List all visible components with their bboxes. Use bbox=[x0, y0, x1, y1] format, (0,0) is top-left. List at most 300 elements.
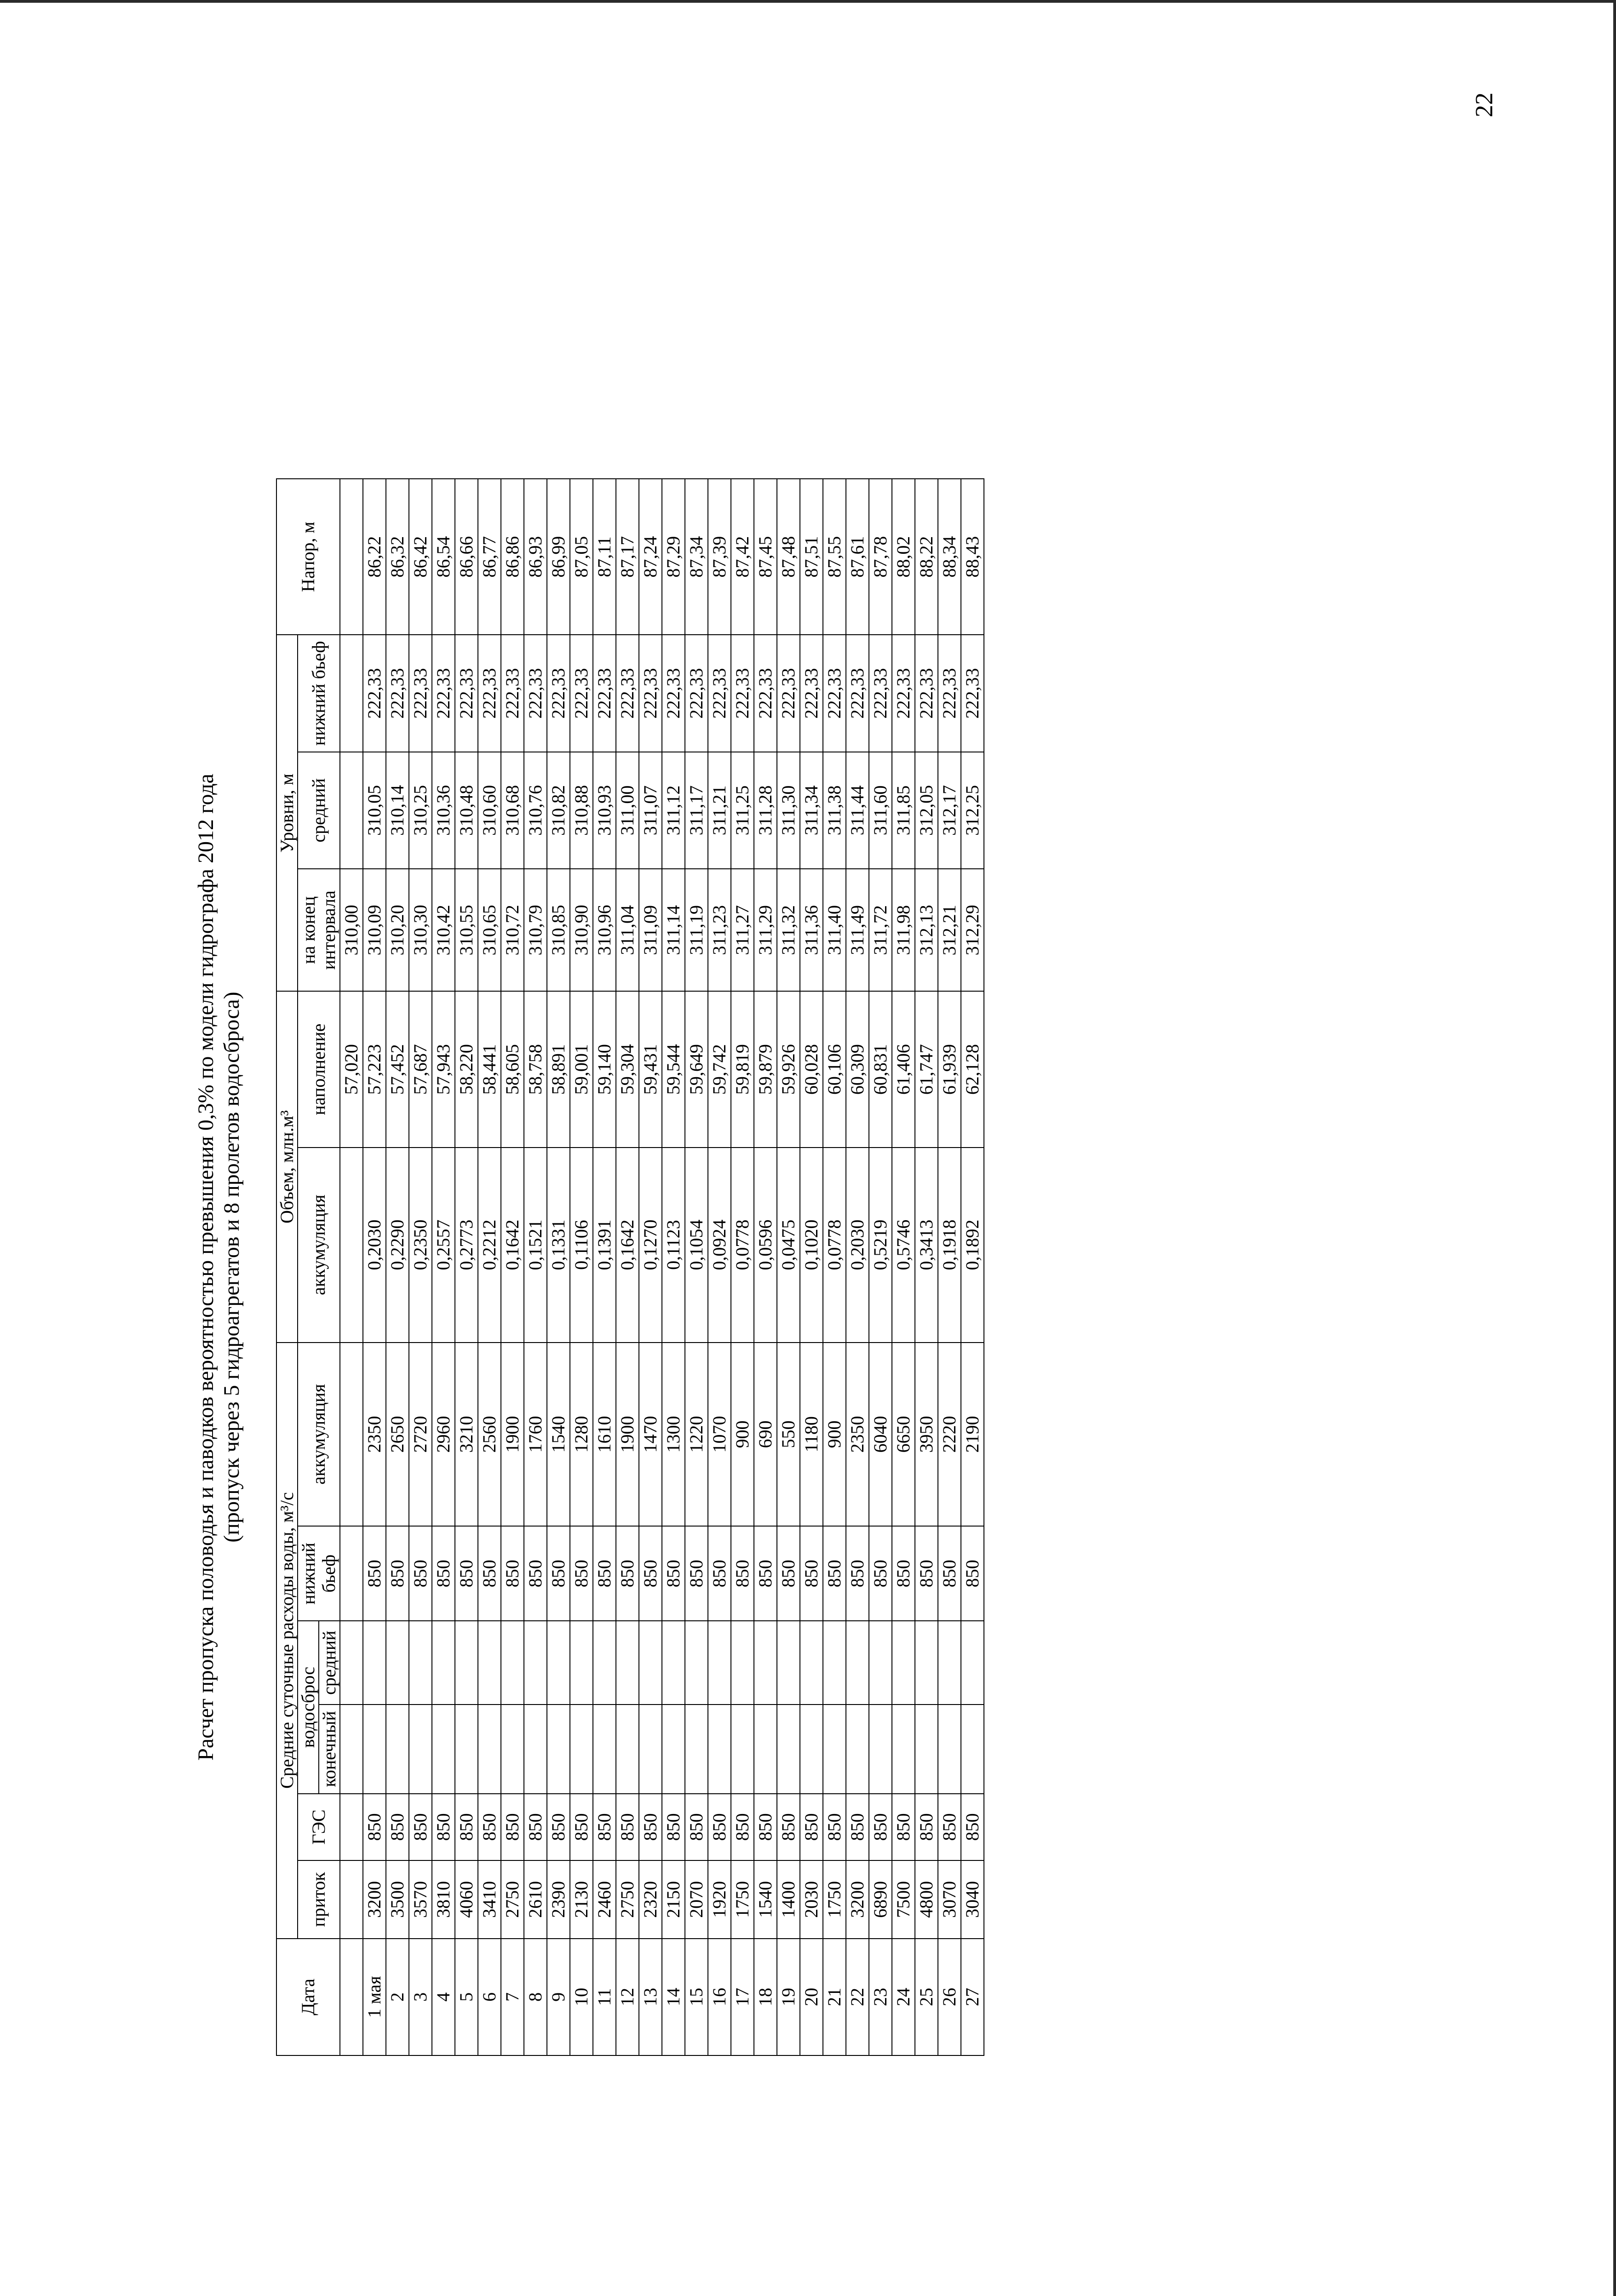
cell-sf-empty bbox=[570, 1705, 593, 1794]
cell-hpp: 850 bbox=[547, 1794, 570, 1860]
cell-inflow: 4060 bbox=[455, 1860, 478, 1939]
cell-date: 2 bbox=[386, 1939, 409, 2055]
cell-sf-empty bbox=[409, 1705, 432, 1794]
table-row bbox=[961, 479, 984, 2055]
cell-sa-empty bbox=[547, 1621, 570, 1705]
cell-tail: 850 bbox=[547, 1526, 570, 1621]
cell-hpp: 850 bbox=[409, 1794, 432, 1860]
cell-ltail: 222,33 bbox=[800, 635, 823, 752]
header-spill-final: конечный bbox=[319, 1705, 340, 1794]
cell-lavg: 310,76 bbox=[524, 752, 547, 869]
cell-acc: 690 bbox=[754, 1343, 777, 1527]
cell-hpp: 850 bbox=[616, 1794, 639, 1860]
cell-fill: 57,452 bbox=[386, 991, 409, 1147]
cell-sf-empty bbox=[800, 1705, 823, 1794]
cell-sa-empty bbox=[639, 1621, 662, 1705]
cell-sa-empty bbox=[961, 1621, 984, 1705]
cell-acc: 1900 bbox=[616, 1343, 639, 1527]
cell-inflow: 2130 bbox=[570, 1860, 593, 1939]
cell-tail: 850 bbox=[639, 1526, 662, 1621]
cell-inflow: 3810 bbox=[432, 1860, 455, 1939]
cell-sa-empty bbox=[524, 1621, 547, 1705]
table-row bbox=[409, 479, 432, 2055]
cell-date: 18 bbox=[754, 1939, 777, 2055]
header-level-end: на конец интервала bbox=[298, 869, 340, 991]
table-row bbox=[823, 479, 846, 2055]
cell-lend: 311,23 bbox=[708, 869, 731, 991]
cell-fill: 59,879 bbox=[754, 991, 777, 1147]
cell-head: 87,42 bbox=[731, 479, 754, 635]
cell-head: 86,99 bbox=[547, 479, 570, 635]
cell-inflow: 2150 bbox=[662, 1860, 685, 1939]
cell-tail: 850 bbox=[731, 1526, 754, 1621]
cell-lavg: 311,12 bbox=[662, 752, 685, 869]
table-row bbox=[938, 479, 961, 2055]
cell-hpp: 850 bbox=[593, 1794, 616, 1860]
initial-row bbox=[340, 479, 363, 2055]
cell-tail: 850 bbox=[754, 1526, 777, 1621]
cell-vacc: 0,2350 bbox=[409, 1148, 432, 1343]
cell-acc: 550 bbox=[777, 1343, 800, 1527]
cell-head: 87,29 bbox=[662, 479, 685, 635]
cell-fill: 59,140 bbox=[593, 991, 616, 1147]
cell-date: 9 bbox=[547, 1939, 570, 2055]
cell-lavg: 312,17 bbox=[938, 752, 961, 869]
cell-sf-empty bbox=[892, 1705, 915, 1794]
cell-hpp: 850 bbox=[915, 1794, 938, 1860]
cell-inflow: 1920 bbox=[708, 1860, 731, 1939]
cell-fill: 59,431 bbox=[639, 991, 662, 1147]
cell-tail: 850 bbox=[662, 1526, 685, 1621]
cell-hpp: 850 bbox=[478, 1794, 501, 1860]
cell-inflow: 3570 bbox=[409, 1860, 432, 1939]
cell-tail: 850 bbox=[593, 1526, 616, 1621]
cell-ltail: 222,33 bbox=[593, 635, 616, 752]
cell-date: 15 bbox=[685, 1939, 708, 2055]
cell-date: 10 bbox=[570, 1939, 593, 2055]
cell-date: 16 bbox=[708, 1939, 731, 2055]
cell-vacc: 0,1020 bbox=[800, 1148, 823, 1343]
cell-acc: 2560 bbox=[478, 1343, 501, 1527]
cell-head: 86,42 bbox=[409, 479, 432, 635]
cell-head: 87,05 bbox=[570, 479, 593, 635]
cell-sa-empty bbox=[823, 1621, 846, 1705]
table-row bbox=[432, 479, 455, 2055]
cell-hpp: 850 bbox=[386, 1794, 409, 1860]
cell-lend: 312,21 bbox=[938, 869, 961, 991]
table-row bbox=[800, 479, 823, 2055]
cell-hpp: 850 bbox=[869, 1794, 892, 1860]
cell-tail: 850 bbox=[616, 1526, 639, 1621]
table-row bbox=[754, 479, 777, 2055]
cell-acc: 1220 bbox=[685, 1343, 708, 1527]
cell-sf-empty bbox=[731, 1705, 754, 1794]
cell-tail: 850 bbox=[409, 1526, 432, 1621]
cell-inflow: 3500 bbox=[386, 1860, 409, 1939]
cell-date: 22 bbox=[846, 1939, 869, 2055]
cell-vacc: 0,5219 bbox=[869, 1148, 892, 1343]
cell-acc: 1610 bbox=[593, 1343, 616, 1527]
cell-hpp: 850 bbox=[777, 1794, 800, 1860]
cell-vacc: 0,1918 bbox=[938, 1148, 961, 1343]
cell-inflow: 3410 bbox=[478, 1860, 501, 1939]
table-row bbox=[501, 479, 524, 2055]
table-row bbox=[731, 479, 754, 2055]
cell-ltail: 222,33 bbox=[892, 635, 915, 752]
cell-lavg: 310,48 bbox=[455, 752, 478, 869]
header-level-avg: средний bbox=[298, 752, 340, 869]
cell-vacc: 0,1642 bbox=[616, 1148, 639, 1343]
cell-vacc: 0,0924 bbox=[708, 1148, 731, 1343]
cell-vacc: 0,2290 bbox=[386, 1148, 409, 1343]
cell-fill: 62,128 bbox=[961, 991, 984, 1147]
cell-hpp: 850 bbox=[639, 1794, 662, 1860]
cell-sa-empty bbox=[869, 1621, 892, 1705]
cell-acc: 1540 bbox=[547, 1343, 570, 1527]
cell-lend: 311,14 bbox=[662, 869, 685, 991]
cell-lend: 312,29 bbox=[961, 869, 984, 991]
cell-vacc: 0,1123 bbox=[662, 1148, 685, 1343]
cell-acc: 3950 bbox=[915, 1343, 938, 1527]
cell-tail: 850 bbox=[961, 1526, 984, 1621]
cell-inflow: 2030 bbox=[800, 1860, 823, 1939]
cell-fill: 61,406 bbox=[892, 991, 915, 1147]
cell-lend: 311,36 bbox=[800, 869, 823, 991]
cell-vacc: 0,3413 bbox=[915, 1148, 938, 1343]
cell-ltail: 222,33 bbox=[616, 635, 639, 752]
cell-head: 86,22 bbox=[363, 479, 386, 635]
cell-head: 86,66 bbox=[455, 479, 478, 635]
cell-sa-empty bbox=[915, 1621, 938, 1705]
cell-head: 87,45 bbox=[754, 479, 777, 635]
cell-sf-empty bbox=[547, 1705, 570, 1794]
cell-ltail: 222,33 bbox=[823, 635, 846, 752]
cell-vacc: 0,1892 bbox=[961, 1148, 984, 1343]
cell-sf-empty bbox=[869, 1705, 892, 1794]
cell-date: 12 bbox=[616, 1939, 639, 2055]
initial-filling: 57,020 bbox=[340, 991, 363, 1147]
cell-lend: 311,98 bbox=[892, 869, 915, 991]
cell-hpp: 850 bbox=[938, 1794, 961, 1860]
cell-inflow: 1540 bbox=[754, 1860, 777, 1939]
cell-sf-empty bbox=[639, 1705, 662, 1794]
cell-lend: 310,30 bbox=[409, 869, 432, 991]
cell-date: 7 bbox=[501, 1939, 524, 2055]
cell-vacc: 0,2030 bbox=[846, 1148, 869, 1343]
cell-vacc: 0,1521 bbox=[524, 1148, 547, 1343]
cell-acc: 2220 bbox=[938, 1343, 961, 1527]
cell-head: 88,02 bbox=[892, 479, 915, 635]
cell-lend: 310,85 bbox=[547, 869, 570, 991]
header-head: Напор, м bbox=[276, 479, 340, 635]
cell-sf-empty bbox=[662, 1705, 685, 1794]
cell-lend: 311,29 bbox=[754, 869, 777, 991]
cell-ltail: 222,33 bbox=[409, 635, 432, 752]
cell-sf-empty bbox=[754, 1705, 777, 1794]
scan-edge-top bbox=[0, 0, 1616, 3]
cell-acc: 1300 bbox=[662, 1343, 685, 1527]
cell-ltail: 222,33 bbox=[478, 635, 501, 752]
header-inflow: приток bbox=[298, 1860, 340, 1939]
header-accumulation-volume: аккумуляция bbox=[298, 1148, 340, 1343]
cell-date: 4 bbox=[432, 1939, 455, 2055]
table-row bbox=[547, 479, 570, 2055]
cell-ltail: 222,33 bbox=[547, 635, 570, 752]
cell-lend: 311,32 bbox=[777, 869, 800, 991]
cell-hpp: 850 bbox=[754, 1794, 777, 1860]
cell-head: 86,86 bbox=[501, 479, 524, 635]
table-row bbox=[685, 479, 708, 2055]
table-row bbox=[846, 479, 869, 2055]
header-volume-group: Объем, млн.м³ bbox=[276, 991, 298, 1342]
cell-ltail: 222,33 bbox=[846, 635, 869, 752]
cell-lavg: 310,88 bbox=[570, 752, 593, 869]
cell-acc: 2650 bbox=[386, 1343, 409, 1527]
cell-acc: 2350 bbox=[846, 1343, 869, 1527]
cell-head: 87,51 bbox=[800, 479, 823, 635]
cell-sf-empty bbox=[524, 1705, 547, 1794]
cell-hpp: 850 bbox=[524, 1794, 547, 1860]
cell-head: 87,61 bbox=[846, 479, 869, 635]
cell-date: 1 мая bbox=[363, 1939, 386, 2055]
cell-acc: 6650 bbox=[892, 1343, 915, 1527]
cell-lavg: 311,85 bbox=[892, 752, 915, 869]
table-row bbox=[524, 479, 547, 2055]
cell-hpp: 850 bbox=[823, 1794, 846, 1860]
cell-fill: 58,891 bbox=[547, 991, 570, 1147]
cell-fill: 58,441 bbox=[478, 991, 501, 1147]
cell-ltail: 222,33 bbox=[639, 635, 662, 752]
cell-lavg: 310,36 bbox=[432, 752, 455, 869]
table-row bbox=[478, 479, 501, 2055]
cell-head: 87,34 bbox=[685, 479, 708, 635]
cell-head: 87,39 bbox=[708, 479, 731, 635]
cell-lavg: 311,00 bbox=[616, 752, 639, 869]
cell-head: 88,34 bbox=[938, 479, 961, 635]
cell-ltail: 222,33 bbox=[685, 635, 708, 752]
cell-hpp: 850 bbox=[800, 1794, 823, 1860]
cell-head: 88,43 bbox=[961, 479, 984, 635]
table-row bbox=[570, 479, 593, 2055]
cell-date: 24 bbox=[892, 1939, 915, 2055]
header-tailwater-flow: нижний бьеф bbox=[298, 1526, 340, 1621]
cell-head: 87,17 bbox=[616, 479, 639, 635]
cell-lend: 310,09 bbox=[363, 869, 386, 991]
initial-level-end: 310,00 bbox=[340, 869, 363, 991]
table-row bbox=[639, 479, 662, 2055]
cell-sf-empty bbox=[593, 1705, 616, 1794]
cell-ltail: 222,33 bbox=[524, 635, 547, 752]
cell-sf-empty bbox=[432, 1705, 455, 1794]
cell-fill: 59,819 bbox=[731, 991, 754, 1147]
table-row bbox=[455, 479, 478, 2055]
cell-fill: 59,649 bbox=[685, 991, 708, 1147]
cell-fill: 60,831 bbox=[869, 991, 892, 1147]
cell-lavg: 310,05 bbox=[363, 752, 386, 869]
title-block bbox=[193, 478, 245, 2056]
header-accumulation-flow: аккумуляция bbox=[298, 1343, 340, 1527]
cell-sf-empty bbox=[823, 1705, 846, 1794]
cell-ltail: 222,33 bbox=[662, 635, 685, 752]
cell-sa-empty bbox=[708, 1621, 731, 1705]
cell-lavg: 311,21 bbox=[708, 752, 731, 869]
cell-fill: 61,939 bbox=[938, 991, 961, 1147]
cell-lend: 311,40 bbox=[823, 869, 846, 991]
cell-hpp: 850 bbox=[455, 1794, 478, 1860]
cell-fill: 57,687 bbox=[409, 991, 432, 1147]
cell-lend: 311,09 bbox=[639, 869, 662, 991]
cell-vacc: 0,2212 bbox=[478, 1148, 501, 1343]
cell-acc: 1760 bbox=[524, 1343, 547, 1527]
table-row bbox=[616, 479, 639, 2055]
cell-inflow: 7500 bbox=[892, 1860, 915, 1939]
cell-tail: 850 bbox=[570, 1526, 593, 1621]
cell-tail: 850 bbox=[455, 1526, 478, 1621]
cell-ltail: 222,33 bbox=[731, 635, 754, 752]
cell-date: 8 bbox=[524, 1939, 547, 2055]
cell-sa-empty bbox=[892, 1621, 915, 1705]
cell-ltail: 222,33 bbox=[501, 635, 524, 752]
cell-fill: 58,605 bbox=[501, 991, 524, 1147]
flood-routing-table bbox=[276, 478, 984, 2056]
cell-tail: 850 bbox=[846, 1526, 869, 1621]
cell-vacc: 0,2030 bbox=[363, 1148, 386, 1343]
cell-date: 23 bbox=[869, 1939, 892, 2055]
cell-sf-empty bbox=[363, 1705, 386, 1794]
cell-sf-empty bbox=[616, 1705, 639, 1794]
header-flows-group: Средние суточные расходы воды, м³/с bbox=[276, 1343, 298, 1939]
cell-fill: 59,926 bbox=[777, 991, 800, 1147]
table-row bbox=[593, 479, 616, 2055]
cell-date: 11 bbox=[593, 1939, 616, 2055]
cell-tail: 850 bbox=[478, 1526, 501, 1621]
cell-lavg: 310,25 bbox=[409, 752, 432, 869]
cell-fill: 59,001 bbox=[570, 991, 593, 1147]
cell-sf-empty bbox=[846, 1705, 869, 1794]
cell-inflow: 1400 bbox=[777, 1860, 800, 1939]
cell-sa-empty bbox=[386, 1621, 409, 1705]
cell-lavg: 310,68 bbox=[501, 752, 524, 869]
cell-vacc: 0,0778 bbox=[731, 1148, 754, 1343]
cell-fill: 61,747 bbox=[915, 991, 938, 1147]
cell-tail: 850 bbox=[869, 1526, 892, 1621]
cell-fill: 58,220 bbox=[455, 991, 478, 1147]
cell-lavg: 312,05 bbox=[915, 752, 938, 869]
cell-inflow: 4800 bbox=[915, 1860, 938, 1939]
cell-vacc: 0,1270 bbox=[639, 1148, 662, 1343]
cell-vacc: 0,2557 bbox=[432, 1148, 455, 1343]
cell-date: 20 bbox=[800, 1939, 823, 2055]
cell-lavg: 311,38 bbox=[823, 752, 846, 869]
cell-hpp: 850 bbox=[961, 1794, 984, 1860]
cell-sa-empty bbox=[731, 1621, 754, 1705]
cell-acc: 900 bbox=[823, 1343, 846, 1527]
cell-fill: 59,304 bbox=[616, 991, 639, 1147]
table-row bbox=[386, 479, 409, 2055]
header-spill-avg: средний bbox=[319, 1621, 340, 1705]
cell-sa-empty bbox=[616, 1621, 639, 1705]
cell-date: 17 bbox=[731, 1939, 754, 2055]
cell-vacc: 0,1642 bbox=[501, 1148, 524, 1343]
cell-hpp: 850 bbox=[846, 1794, 869, 1860]
cell-head: 87,11 bbox=[593, 479, 616, 635]
cell-fill: 60,028 bbox=[800, 991, 823, 1147]
cell-acc: 6040 bbox=[869, 1343, 892, 1527]
cell-lavg: 311,34 bbox=[800, 752, 823, 869]
cell-lend: 311,72 bbox=[869, 869, 892, 991]
cell-sa-empty bbox=[938, 1621, 961, 1705]
table-row bbox=[363, 479, 386, 2055]
cell-fill: 58,758 bbox=[524, 991, 547, 1147]
cell-fill: 57,223 bbox=[363, 991, 386, 1147]
cell-head: 86,93 bbox=[524, 479, 547, 635]
cell-date: 19 bbox=[777, 1939, 800, 2055]
cell-ltail: 222,33 bbox=[961, 635, 984, 752]
table-row bbox=[869, 479, 892, 2055]
cell-date: 3 bbox=[409, 1939, 432, 2055]
title-line-1: Расчет пропуска половодья и паводков вероятностью превышения 0,3% по модели гидрографа 2012 года bbox=[194, 774, 218, 1761]
table-row bbox=[777, 479, 800, 2055]
cell-acc: 2190 bbox=[961, 1343, 984, 1527]
cell-head: 87,48 bbox=[777, 479, 800, 635]
cell-inflow: 2750 bbox=[501, 1860, 524, 1939]
cell-sa-empty bbox=[777, 1621, 800, 1705]
cell-acc: 3210 bbox=[455, 1343, 478, 1527]
cell-head: 86,54 bbox=[432, 479, 455, 635]
cell-tail: 850 bbox=[708, 1526, 731, 1621]
cell-sa-empty bbox=[593, 1621, 616, 1705]
cell-lend: 311,19 bbox=[685, 869, 708, 991]
cell-hpp: 850 bbox=[708, 1794, 731, 1860]
cell-date: 6 bbox=[478, 1939, 501, 2055]
cell-sf-empty bbox=[501, 1705, 524, 1794]
cell-sa-empty bbox=[662, 1621, 685, 1705]
header-date: Дата bbox=[276, 1939, 340, 2055]
cell-lavg: 310,14 bbox=[386, 752, 409, 869]
cell-sf-empty bbox=[455, 1705, 478, 1794]
cell-ltail: 222,33 bbox=[777, 635, 800, 752]
cell-tail: 850 bbox=[892, 1526, 915, 1621]
cell-sf-empty bbox=[777, 1705, 800, 1794]
cell-lend: 310,79 bbox=[524, 869, 547, 991]
cell-tail: 850 bbox=[685, 1526, 708, 1621]
cell-inflow: 3070 bbox=[938, 1860, 961, 1939]
title-line-2: (пропуск через 5 гидроагрегатов и 8 пролетов водосброса) bbox=[219, 992, 244, 1543]
cell-lend: 310,20 bbox=[386, 869, 409, 991]
cell-ltail: 222,33 bbox=[869, 635, 892, 752]
cell-tail: 850 bbox=[777, 1526, 800, 1621]
cell-lavg: 311,25 bbox=[731, 752, 754, 869]
cell-lavg: 310,82 bbox=[547, 752, 570, 869]
cell-vacc: 0,2773 bbox=[455, 1148, 478, 1343]
cell-sa-empty bbox=[570, 1621, 593, 1705]
cell-tail: 850 bbox=[363, 1526, 386, 1621]
cell-head: 88,22 bbox=[915, 479, 938, 635]
cell-inflow: 3200 bbox=[363, 1860, 386, 1939]
cell-vacc: 0,1106 bbox=[570, 1148, 593, 1343]
cell-ltail: 222,33 bbox=[938, 635, 961, 752]
cell-vacc: 0,1391 bbox=[593, 1148, 616, 1343]
cell-tail: 850 bbox=[432, 1526, 455, 1621]
cell-inflow: 1750 bbox=[731, 1860, 754, 1939]
cell-ltail: 222,33 bbox=[455, 635, 478, 752]
cell-sa-empty bbox=[455, 1621, 478, 1705]
cell-sf-empty bbox=[938, 1705, 961, 1794]
cell-inflow: 1750 bbox=[823, 1860, 846, 1939]
cell-lend: 311,27 bbox=[731, 869, 754, 991]
cell-lend: 310,65 bbox=[478, 869, 501, 991]
cell-lend: 310,42 bbox=[432, 869, 455, 991]
